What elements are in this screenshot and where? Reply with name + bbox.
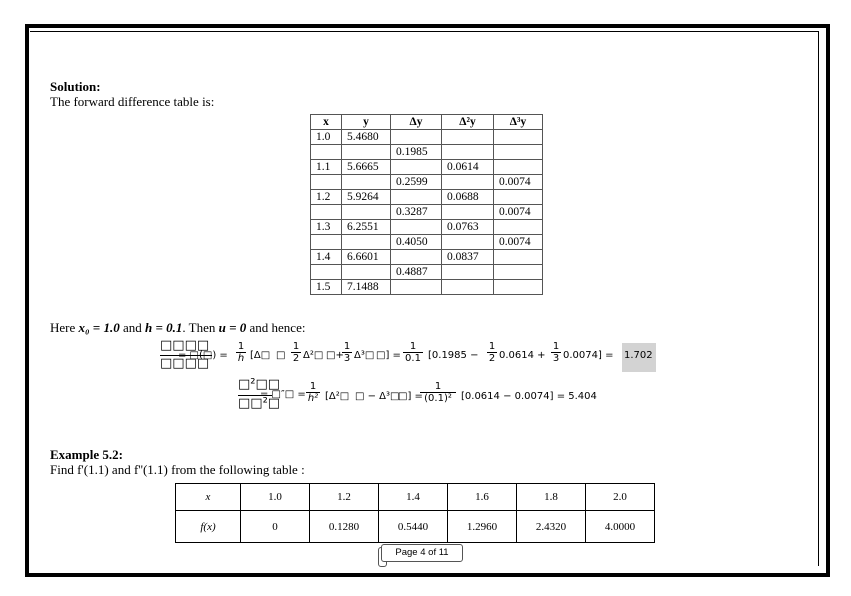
- table-cell: 5.4680: [342, 130, 391, 145]
- table-cell: x: [176, 484, 241, 511]
- table-cell: 1.5: [311, 280, 342, 295]
- table-cell: [494, 250, 543, 265]
- here-prefix: Here: [50, 320, 79, 335]
- table-cell: 0.0074: [494, 235, 543, 250]
- col-header-x: x: [311, 115, 342, 130]
- table-cell: [391, 130, 442, 145]
- eq1-result: 1.702: [624, 350, 653, 361]
- table-cell: [494, 160, 543, 175]
- table-cell: [311, 265, 342, 280]
- table-row: [311, 130, 543, 145]
- eq1-part6: □] =: [376, 350, 401, 361]
- table-cell: 7.1488: [342, 280, 391, 295]
- col-header-d2y: Δ²y: [442, 115, 494, 130]
- table-cell: 0: [241, 511, 310, 543]
- forward-difference-table: [310, 114, 543, 295]
- table-cell: 0.1280: [310, 511, 379, 543]
- table-cell: 4.0000: [586, 511, 655, 543]
- table-cell: 0.1985: [391, 145, 442, 160]
- table-row: [311, 265, 543, 280]
- eq1-lhs-mid: = □(□) =: [178, 350, 228, 361]
- table-cell: 0.5440: [379, 511, 448, 543]
- table-cell: 1.8: [517, 484, 586, 511]
- eq2-part2: □ − Δ³□: [355, 391, 400, 402]
- eq1-lhs-top: □□□□: [160, 338, 210, 353]
- table-cell: [442, 145, 494, 160]
- eq1-frac3: $\frac{1}{3}$: [343, 341, 351, 364]
- table-cell: 0.0074: [494, 205, 543, 220]
- page-indicator[interactable]: Page 4 of 11: [381, 544, 463, 562]
- table-cell: 6.2551: [342, 220, 391, 235]
- page-inner-line-right: [818, 31, 819, 566]
- col-header-d3y: Δ³y: [494, 115, 543, 130]
- table-row: [176, 511, 655, 543]
- page-inner-line: [30, 31, 818, 32]
- table-cell: [342, 145, 391, 160]
- table-cell: 0.0763: [442, 220, 494, 235]
- example-heading: Example 5.2:: [50, 447, 123, 462]
- table-cell: 0.0688: [442, 190, 494, 205]
- eq2-frac1: $\frac{1}{\text{h²}}$: [307, 381, 319, 404]
- table-cell: [442, 280, 494, 295]
- table-cell: 6.6601: [342, 250, 391, 265]
- eq1-frac6: $\frac{1}{3}$: [552, 341, 560, 364]
- eq2-part3: □] =: [398, 391, 423, 402]
- eq1-part1: [Δ□: [250, 350, 271, 361]
- col-header-dy: Δy: [391, 115, 442, 130]
- eq1-part9: 0.0074] =: [563, 350, 614, 361]
- table-cell: 1.4: [311, 250, 342, 265]
- table-row: [311, 160, 543, 175]
- eq1-part7: [0.1985 −: [428, 350, 479, 361]
- table-cell: 1.2: [311, 190, 342, 205]
- table-cell: [494, 265, 543, 280]
- table-cell: 1.2960: [448, 511, 517, 543]
- table-row: [311, 190, 543, 205]
- table-cell: [311, 175, 342, 190]
- here-line: [50, 320, 305, 336]
- table-cell: [342, 265, 391, 280]
- eq1-frac2: $\frac{1}{2}$: [292, 341, 300, 364]
- table-row: [311, 175, 543, 190]
- table-row: [311, 250, 543, 265]
- table-cell: 0.0074: [494, 175, 543, 190]
- eq1-frac5: $\frac{1}{2}$: [488, 341, 496, 364]
- eq1-frac1: $\frac{1}{h}$: [237, 341, 245, 364]
- eq1-part8: 0.0614 +: [499, 350, 546, 361]
- table-cell: 0.0837: [442, 250, 494, 265]
- table-cell: 1.3: [311, 220, 342, 235]
- eq1-part4: □+: [326, 350, 344, 361]
- solution-heading: Solution:: [50, 79, 101, 94]
- col-header-y: y: [342, 115, 391, 130]
- table-cell: 1.0: [311, 130, 342, 145]
- table-cell: [494, 145, 543, 160]
- table-cell: [391, 160, 442, 175]
- eq2-lhs-top: □²□□: [238, 377, 281, 392]
- table-cell: 0.3287: [391, 205, 442, 220]
- table-cell: 5.6665: [342, 160, 391, 175]
- table-row: [311, 235, 543, 250]
- table-cell: [442, 205, 494, 220]
- eq2-part1: [Δ²□: [325, 391, 350, 402]
- table-row: [311, 145, 543, 160]
- table-cell: 5.9264: [342, 190, 391, 205]
- example-table: [175, 483, 655, 543]
- table-cell: 0.4050: [391, 235, 442, 250]
- table-cell: 1.2: [310, 484, 379, 511]
- table-cell: [311, 145, 342, 160]
- example-text: Find f'(1.1) and f''(1.1) from the following table :: [50, 462, 305, 477]
- table-cell: [342, 235, 391, 250]
- eq1-part5: Δ³□: [354, 350, 375, 361]
- table-cell: 0.0614: [442, 160, 494, 175]
- table-cell: [311, 235, 342, 250]
- table-cell: [494, 190, 543, 205]
- eq1-part3: Δ²□: [303, 350, 324, 361]
- x0-value: x₀ = 1.0: [78, 320, 120, 335]
- table-row: [311, 205, 543, 220]
- eq1-frac4: $\frac{1}{0.1}$: [403, 341, 423, 364]
- table-cell: [442, 175, 494, 190]
- eq2-lhs-bottom: □□²□: [238, 396, 281, 411]
- table-cell: [342, 175, 391, 190]
- table-cell: 1.6: [448, 484, 517, 511]
- table-cell: [342, 205, 391, 220]
- table-cell: [442, 130, 494, 145]
- table-cell: 2.0: [586, 484, 655, 511]
- eq2-frac2: $\frac{1}{\text{(0.1)²}}$: [420, 381, 456, 404]
- table-cell: 1.1: [311, 160, 342, 175]
- table-cell: [494, 280, 543, 295]
- table-cell: 1.4: [379, 484, 448, 511]
- table-cell: [311, 205, 342, 220]
- table-cell: [391, 190, 442, 205]
- here-and: and: [119, 320, 145, 335]
- table-cell: f(x): [176, 511, 241, 543]
- table-cell: [391, 220, 442, 235]
- table-cell: [494, 130, 543, 145]
- table-cell: [442, 235, 494, 250]
- table-row: [311, 220, 543, 235]
- table-cell: 2.4320: [517, 511, 586, 543]
- here-suffix: and hence:: [246, 320, 306, 335]
- table-header-row: [311, 115, 543, 130]
- solution-intro: The forward difference table is:: [50, 94, 215, 109]
- table-cell: 0.4887: [391, 265, 442, 280]
- eq2-part4: [0.0614 − 0.0074] = 5.404: [461, 391, 597, 402]
- u-value: u = 0: [218, 320, 247, 335]
- eq2-lhs-mid: = □″□ =: [260, 389, 306, 400]
- table-cell: [494, 220, 543, 235]
- table-cell: 0.2599: [391, 175, 442, 190]
- table-cell: [391, 250, 442, 265]
- here-then: . Then: [182, 320, 219, 335]
- eq1-part2: □: [276, 350, 286, 361]
- table-row: [311, 280, 543, 295]
- table-cell: 1.0: [241, 484, 310, 511]
- eq1-lhs-bottom: □□□□: [160, 356, 210, 371]
- table-cell: [391, 280, 442, 295]
- table-cell: [442, 265, 494, 280]
- table-row: [176, 484, 655, 511]
- h-value: h = 0.1: [145, 320, 183, 335]
